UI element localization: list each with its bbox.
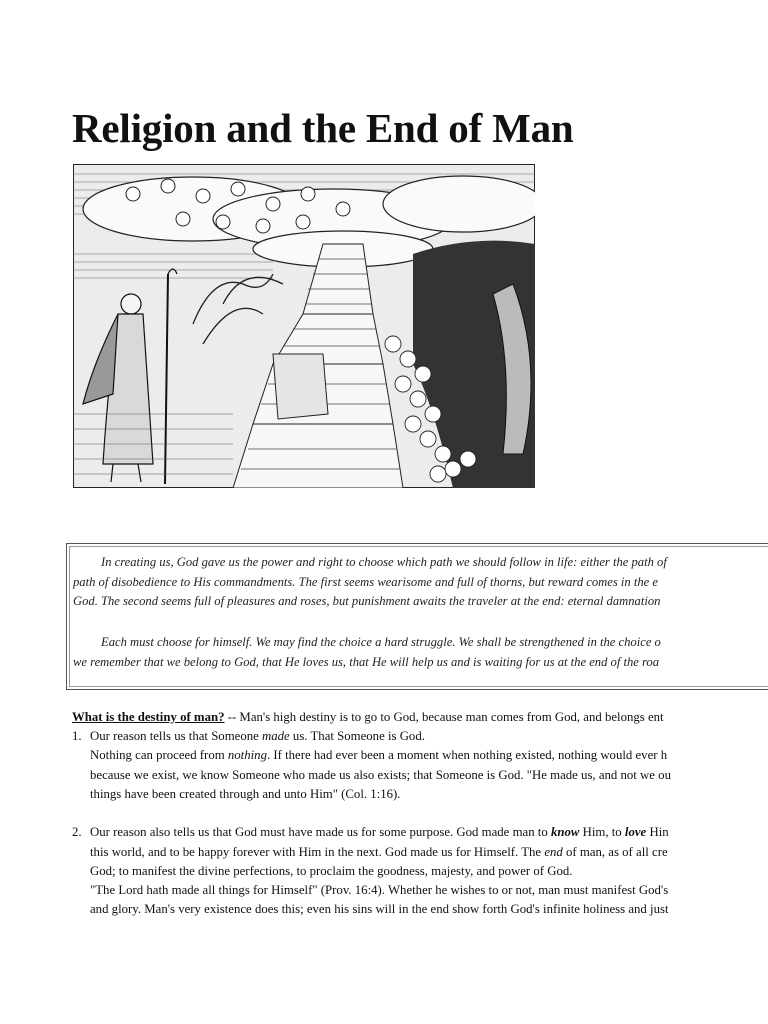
item-number: 1. xyxy=(72,729,82,744)
text-run: of man, as of all cre xyxy=(562,844,668,859)
item-1-line-1 xyxy=(72,727,768,746)
quote-line: In creating us, God gave us the power and right to choose which path we should follow in life: either the path of xyxy=(101,555,667,569)
engraving-illustration xyxy=(73,164,535,488)
item-1-line-4: things have been created through and unto Him" (Col. 1:16). xyxy=(90,786,401,801)
text-run-bold-italic: know xyxy=(550,825,580,840)
item-1-line-3: because we exist, we know Someone who made us also exists; that Someone is God. "He made us, and not we ou xyxy=(90,767,671,782)
quote-line: path of disobedience to His commandments. The first seems wearisome and full of thorns, but reward comes in the e xyxy=(73,574,658,589)
destiny-heading: What is the destiny of man? xyxy=(72,710,225,724)
item-2-line-1 xyxy=(72,823,768,842)
text-run: this world, and to be happy forever with Him in the next. God made us for Himself. The xyxy=(90,844,545,859)
text-run: Him, to xyxy=(579,825,625,840)
item-number: 2. xyxy=(72,825,82,840)
text-run: . If there had ever been a moment when nothing existed, nothing would ever h xyxy=(266,748,668,763)
item-1-line-2 xyxy=(72,746,768,765)
text-run-italic: nothing xyxy=(227,748,267,763)
quote-paragraph-2 xyxy=(73,633,768,672)
item-2-line-2 xyxy=(72,843,768,862)
engraving-two-paths-icon xyxy=(73,164,535,488)
text-run: Nothing can proceed from xyxy=(90,748,228,763)
spacer xyxy=(72,804,768,823)
quote-line: God. The second seems full of pleasures and roses, but punishment awaits the traveler at the end: eternal damnation xyxy=(73,594,661,608)
text-run-italic: end xyxy=(544,844,563,859)
item-2-line-3: God; to manifest the divine perfections, to proclaim the goodness, majesty, and power of God. xyxy=(90,863,573,878)
quote-paragraph-1 xyxy=(73,553,768,612)
text-run: Our reason also tells us that God must have made us for some purpose. God made man to xyxy=(90,825,551,840)
text-run: Our reason tells us that Someone xyxy=(90,729,263,744)
destiny-heading-rest: -- Man's high destiny is to go to God, because man comes from God, and belongs ent xyxy=(224,710,664,724)
text-run-bold-italic: love xyxy=(624,825,647,840)
text-run-italic: made xyxy=(262,729,290,744)
page-title: Religion and the End of Man xyxy=(72,105,574,151)
quote-box xyxy=(66,543,768,690)
text-run: us. That Someone is God. xyxy=(289,729,425,744)
item-2-line-4: "The Lord hath made all things for Himself" (Prov. 16:4). Whether he wishes to or not, man must manifest God's xyxy=(90,882,669,897)
body-text xyxy=(72,708,768,919)
text-run: Hin xyxy=(646,825,669,840)
destiny-heading-line xyxy=(72,708,768,727)
quote-line: Each must choose for himself. We may find the choice a hard struggle. We shall be strengthened in the choice o xyxy=(101,635,661,649)
item-2-line-5: and glory. Man's very existence does this; even his sins will in the end show forth God's infinite holiness and just xyxy=(90,902,669,917)
quote-line: we remember that we belong to God, that He loves us, that He will help us and is waiting for us at the end of the roa xyxy=(73,654,660,669)
